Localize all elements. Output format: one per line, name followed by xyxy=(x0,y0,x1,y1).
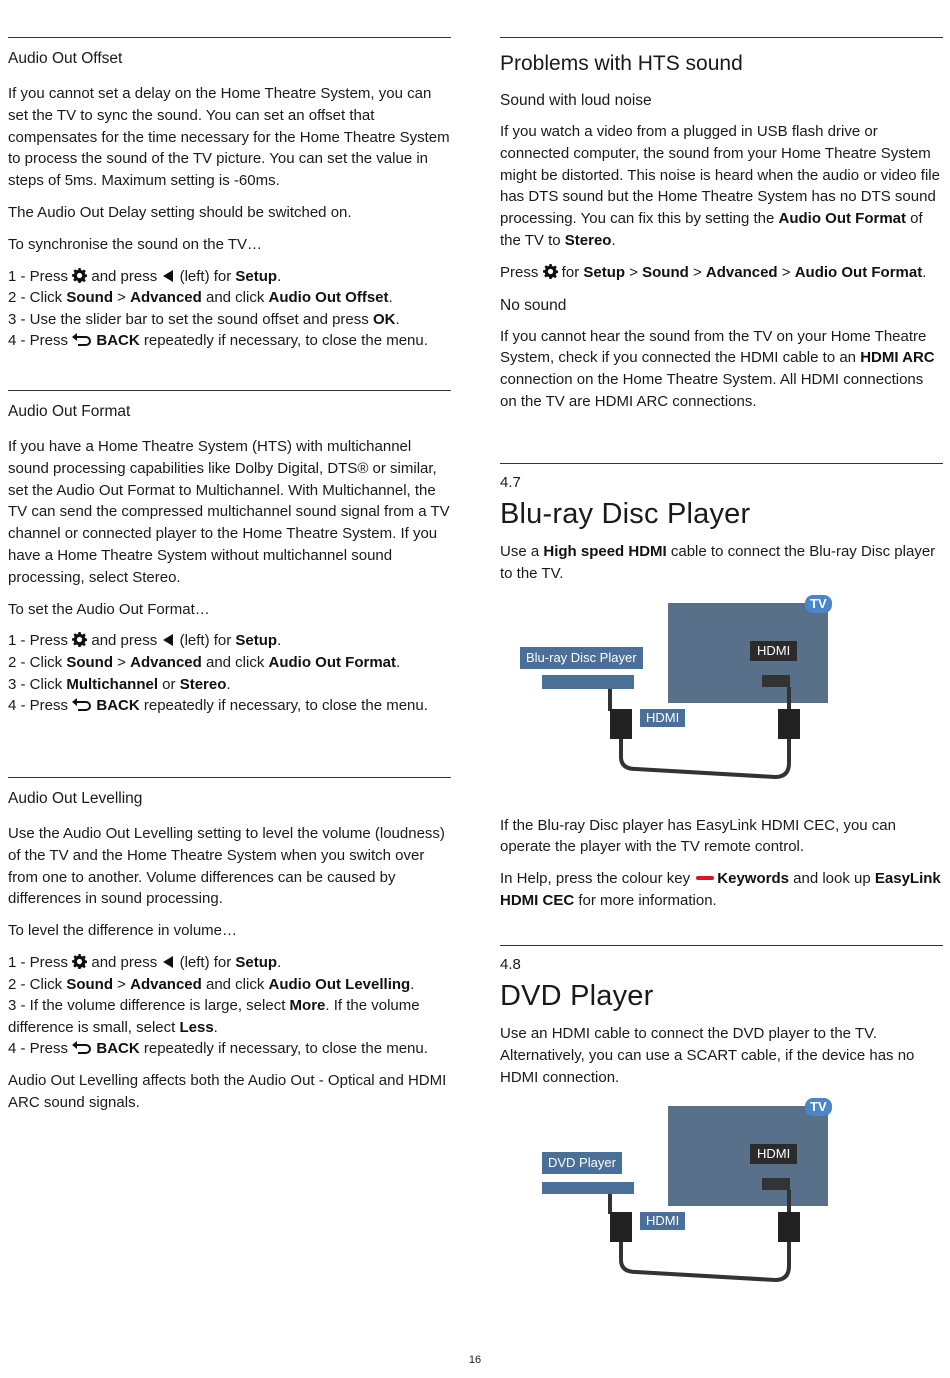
step-text: . xyxy=(410,975,415,993)
section-number: 4.7 xyxy=(500,474,521,491)
tv-body xyxy=(668,603,828,703)
audio-out-offset-section xyxy=(8,37,451,390)
menu-term: Multichannel xyxy=(66,675,159,693)
menu-term: Keywords xyxy=(717,870,789,888)
paragraph: Use the Audio Out Levelling setting to level the volume (loudness) of the TV and the Home Theatre System when you switch over from one to another. Volume differences can be caused by differences in sound processing. xyxy=(8,825,445,908)
paragraph xyxy=(500,326,943,413)
step-2 xyxy=(8,974,451,996)
step-text: 3 - Click xyxy=(8,675,67,693)
hts-problems-section xyxy=(500,37,943,463)
step-text: and click xyxy=(201,289,269,307)
steps-list xyxy=(8,952,451,1060)
menu-term: Stereo xyxy=(564,231,612,249)
step-text: > xyxy=(113,653,131,671)
text: for more information. xyxy=(574,891,717,909)
cable-plug-left xyxy=(610,1212,632,1242)
step-text: 1 - Press xyxy=(8,267,73,285)
section-heading: Audio Out Format xyxy=(8,403,131,420)
cable-plug-right xyxy=(778,1212,800,1242)
tv-label: TV xyxy=(805,595,832,613)
step-text: (left) for xyxy=(175,632,236,650)
text: Press xyxy=(500,263,543,281)
menu-term: Advanced xyxy=(705,263,778,281)
left-arrow-icon xyxy=(163,270,173,282)
section-number: 4.8 xyxy=(500,956,521,973)
cable-plug-right xyxy=(778,709,800,739)
step-1 xyxy=(8,630,451,652)
dvd-connection-diagram xyxy=(500,1100,943,1296)
step-text: 2 - Click xyxy=(8,975,67,993)
menu-term: BACK xyxy=(92,1040,140,1058)
steps-list xyxy=(8,266,451,352)
left-column xyxy=(8,37,451,1114)
device-label: DVD Player xyxy=(542,1152,622,1174)
step-text: and click xyxy=(201,653,269,671)
paragraph: Audio Out Levelling affects both the Audio Out - Optical and HDMI ARC sound signals. xyxy=(8,1071,447,1111)
step-text: . If the volume difference is small, select xyxy=(8,997,420,1036)
text: . xyxy=(922,263,927,281)
settings-gear-icon xyxy=(72,954,87,969)
menu-term: High speed HDMI xyxy=(543,543,667,560)
tv-body xyxy=(668,1106,828,1206)
step-text: . xyxy=(277,953,282,971)
paragraph: The Audio Out Delay setting should be switched on. xyxy=(8,203,352,221)
menu-term: Advanced xyxy=(130,975,202,993)
menu-term: Sound xyxy=(66,653,113,671)
subheading: No sound xyxy=(500,296,567,314)
step-text: . xyxy=(388,289,393,307)
step-text: 4 - Press xyxy=(8,332,73,350)
cable-hdmi-label: HDMI xyxy=(640,709,685,727)
player-body xyxy=(542,1182,634,1194)
steps-list xyxy=(8,630,451,716)
section-title: DVD Player xyxy=(500,980,654,1012)
paragraph xyxy=(500,262,943,284)
step-3 xyxy=(8,309,451,331)
step-2 xyxy=(8,287,451,309)
connection-illustration xyxy=(500,1100,943,1296)
paragraph: If you have a Home Theatre System (HTS) with multichannel sound processing capabilities like Dolby Digital, DTS® or similar, set the Audio Out Format to Multichannel. With Multichannel, the TV can send the compressed multichannel sound signal from a TV channel or connected player to the Home Theatre System. If you have a Home Theatre System without multichannel sound processing, select Stereo. xyxy=(8,438,450,586)
text: Use a xyxy=(500,543,544,560)
menu-term: More xyxy=(289,997,326,1015)
step-text: 1 - Press xyxy=(8,953,73,971)
text: > xyxy=(777,263,795,281)
connection-illustration xyxy=(500,597,943,797)
step-text: (left) for xyxy=(175,267,236,285)
menu-term: Stereo xyxy=(179,675,227,693)
settings-gear-icon xyxy=(72,268,87,283)
audio-out-levelling-section xyxy=(8,777,451,1114)
section-title: Blu-ray Disc Player xyxy=(500,498,751,530)
menu-term: BACK xyxy=(92,697,140,715)
step-text: 4 - Press xyxy=(8,697,73,715)
menu-term: Sound xyxy=(66,975,113,993)
menu-term: Sound xyxy=(642,263,689,281)
back-arrow-icon xyxy=(72,333,92,347)
step-1 xyxy=(8,952,451,974)
audio-out-format-section xyxy=(8,390,451,777)
text: > xyxy=(625,263,643,281)
left-arrow-icon xyxy=(163,634,173,646)
text: and look up xyxy=(788,870,875,888)
step-text: and press xyxy=(87,267,162,285)
step-2 xyxy=(8,652,451,674)
menu-term: Setup xyxy=(235,632,278,650)
menu-term: Audio Out Format xyxy=(794,263,923,281)
menu-term: Advanced xyxy=(130,289,202,307)
paragraph: To synchronise the sound on the TV… xyxy=(8,235,263,253)
section-heading: Audio Out Offset xyxy=(8,50,123,67)
paragraph: If the Blu-ray Disc player has EasyLink HDMI CEC, you can operate the player with the TV remote control. xyxy=(500,816,896,856)
dvd-section xyxy=(500,945,943,1296)
step-4 xyxy=(8,330,451,352)
step-text: and press xyxy=(87,632,162,650)
text: for xyxy=(557,263,584,281)
page-number: 16 xyxy=(468,1354,482,1366)
right-column xyxy=(500,37,943,1296)
tv-hdmi-label: HDMI xyxy=(750,1144,797,1164)
text: > xyxy=(688,263,706,281)
paragraph: Use an HDMI cable to connect the DVD player to the TV. Alternatively, you can use a SCART cable, if the device has no HDMI connection. xyxy=(500,1025,915,1086)
paragraph xyxy=(500,868,943,912)
tv-label: TV xyxy=(805,1098,832,1116)
step-text: and press xyxy=(87,953,162,971)
step-text: . xyxy=(277,632,282,650)
step-4 xyxy=(8,1038,451,1060)
paragraph: If you cannot set a delay on the Home Theatre System, you can set the TV to sync the sound. You can set an offset that compensates for the time necessary for the Home Theatre System to process the sound of the TV picture. You can set the value in steps of 5ms. Maximum setting is -60ms. xyxy=(8,85,450,190)
cable-hdmi-label: HDMI xyxy=(640,1212,685,1230)
red-colour-key-icon xyxy=(696,876,714,880)
menu-term: BACK xyxy=(92,332,140,350)
text: If you watch a video from a plugged in USB flash drive or connected computer, the sound from your Home Theatre System might be distorted. This noise is heard when the audio or video file has DTS sound but the Home Theatre System has no DTS sound processing. You can fix this by setting the xyxy=(500,123,940,228)
tv-port xyxy=(762,1178,790,1190)
menu-term: HDMI ARC xyxy=(860,349,935,367)
bluray-section xyxy=(500,463,943,945)
back-arrow-icon xyxy=(72,1041,92,1055)
text: In Help, press the colour key xyxy=(500,870,695,888)
menu-term: Setup xyxy=(583,263,626,281)
menu-term: EasyLink HDMI CEC xyxy=(500,870,941,909)
settings-gear-icon xyxy=(72,632,87,647)
player-body xyxy=(542,675,634,689)
step-text: . xyxy=(395,310,400,328)
step-text: 3 - Use the slider bar to set the sound offset and press xyxy=(8,310,373,328)
menu-term: Audio Out Levelling xyxy=(268,975,411,993)
menu-term: Audio Out Offset xyxy=(268,289,389,307)
step-text: . xyxy=(277,267,282,285)
step-text: repeatedly if necessary, to close the menu. xyxy=(139,1040,428,1058)
step-text: 3 - If the volume difference is large, select xyxy=(8,997,290,1015)
step-text: 2 - Click xyxy=(8,289,67,307)
step-text: (left) for xyxy=(175,953,236,971)
step-text: 2 - Click xyxy=(8,653,67,671)
paragraph: To set the Audio Out Format… xyxy=(8,600,210,618)
step-4 xyxy=(8,695,451,717)
menu-term: Less xyxy=(179,1018,214,1036)
tv-hdmi-label: HDMI xyxy=(750,641,797,661)
step-text: . xyxy=(396,653,401,671)
paragraph xyxy=(500,121,943,252)
step-text: . xyxy=(226,675,231,693)
section-heading: Problems with HTS sound xyxy=(500,52,743,75)
device-label: Blu-ray Disc Player xyxy=(520,647,643,669)
subheading: Sound with loud noise xyxy=(500,92,652,109)
step-3 xyxy=(8,995,451,1038)
cable-plug-left xyxy=(610,709,632,739)
paragraph xyxy=(500,541,943,585)
menu-term: Advanced xyxy=(130,653,202,671)
bluray-connection-diagram xyxy=(500,597,943,797)
step-text: repeatedly if necessary, to close the menu. xyxy=(139,332,428,350)
step-text: repeatedly if necessary, to close the menu. xyxy=(139,697,428,715)
step-text: and click xyxy=(201,975,269,993)
menu-term: OK xyxy=(372,310,396,328)
step-3 xyxy=(8,674,451,696)
tv-port xyxy=(762,675,790,687)
menu-term: Setup xyxy=(235,953,278,971)
step-text: . xyxy=(213,1018,218,1036)
menu-term: Setup xyxy=(235,267,278,285)
step-text: or xyxy=(158,675,180,693)
paragraph: To level the difference in volume… xyxy=(8,922,238,940)
step-text: > xyxy=(113,975,131,993)
step-text: 1 - Press xyxy=(8,632,73,650)
text: . xyxy=(611,231,616,249)
menu-term: Audio Out Format xyxy=(778,210,907,228)
left-arrow-icon xyxy=(163,956,173,968)
text: If you cannot hear the sound from the TV on your Home Theatre System, check if you connected the HDMI cable to an xyxy=(500,327,927,367)
step-text: 4 - Press xyxy=(8,1040,73,1058)
text: connection on the Home Theatre System. All HDMI connections on the TV are HDMI ARC connections. xyxy=(500,371,924,410)
settings-gear-icon xyxy=(543,264,558,279)
menu-term: Audio Out Format xyxy=(268,653,397,671)
back-arrow-icon xyxy=(72,698,92,712)
text: cable to connect the Blu-ray Disc player to the TV. xyxy=(500,543,936,582)
text: of the TV to xyxy=(500,210,923,249)
step-text: > xyxy=(113,289,131,307)
menu-term: Sound xyxy=(66,289,113,307)
section-heading: Audio Out Levelling xyxy=(8,790,143,807)
step-1 xyxy=(8,266,451,288)
